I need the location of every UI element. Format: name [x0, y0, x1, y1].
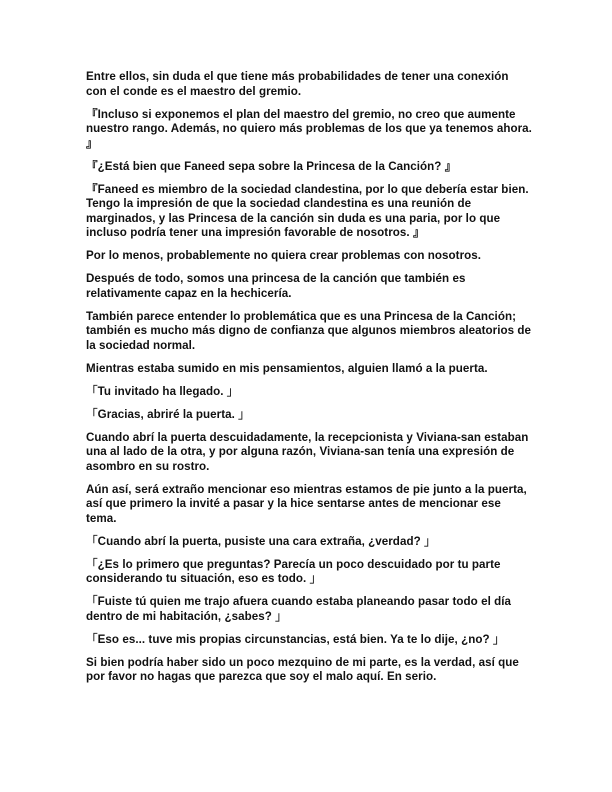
paragraph: Después de todo, somos una princesa de la canción que también es relativamente capaz en la hechicería.	[86, 272, 466, 300]
paragraph: 『Incluso si exponemos el plan del maestro del gremio, no creo que aumente nuestro rango. Además, no quiero más problemas de los que ya tenemos ahora. 』	[86, 107, 532, 150]
paragraph: 「Fuiste tú quien me trajo afuera cuando estaba planeando pasar todo el día dentro de mi habitación, ¿sabes? 」	[86, 595, 512, 623]
paragraph: Entre ellos, sin duda el que tiene más probabilidades de tener una conexión con el conde es el maestro del gremio.	[86, 70, 509, 98]
paragraph: 『¿Está bien que Faneed sepa sobre la Princesa de la Canción? 』	[86, 159, 457, 173]
document-body	[86, 70, 532, 693]
paragraph: 「¿Es lo primero que preguntas? Parecía un poco descuidado por tu parte considerando tu situación, eso es todo. 」	[86, 557, 501, 585]
paragraph: Aún así, será extraño mencionar eso mientras estamos de pie junto a la puerta, así que primero la invité a pasar y la hice sentarse antes de mencionar ese tema.	[86, 482, 527, 525]
paragraph: 『Faneed es miembro de la sociedad clandestina, por lo que debería estar bien. Tengo la impresión de que la sociedad clandestina es una reunión de marginados, y las Princesa de la canción sin duda es una paria, por lo que incluso podría tener una impresión favorable de nosotros. 』	[86, 182, 529, 239]
paragraph: Mientras estaba sumido en mis pensamientos, alguien llamó a la puerta.	[86, 361, 488, 375]
paragraph: 「Cuando abrí la puerta, pusiste una cara extraña, ¿verdad? 」	[86, 534, 436, 548]
paragraph: Por lo menos, probablemente no quiera crear problemas con nosotros.	[86, 249, 482, 262]
paragraph: Si bien podría haber sido un poco mezquino de mi parte, es la verdad, así que por favor no hagas que parezca que soy el malo aquí. En serio.	[86, 655, 519, 683]
paragraph: También parece entender lo problemática que es una Princesa de la Canción; también es mucho más digno de confianza que algunos miembros aleatorios de la sociedad normal.	[86, 309, 531, 352]
paragraph: 「Gracias, abriré la puerta. 」	[86, 407, 250, 421]
paragraph: 「Eso es... tuve mis propias circunstancias, está bien. Ya te lo dije, ¿no? 」	[86, 632, 505, 646]
paragraph: 「Tu invitado ha llegado. 」	[86, 384, 239, 398]
paragraph: Cuando abrí la puerta descuidadamente, la recepcionista y Viviana-san estaban una al lado de la otra, y por alguna razón, Viviana-san tenía una expresión de asombro en su rostro.	[86, 430, 529, 473]
